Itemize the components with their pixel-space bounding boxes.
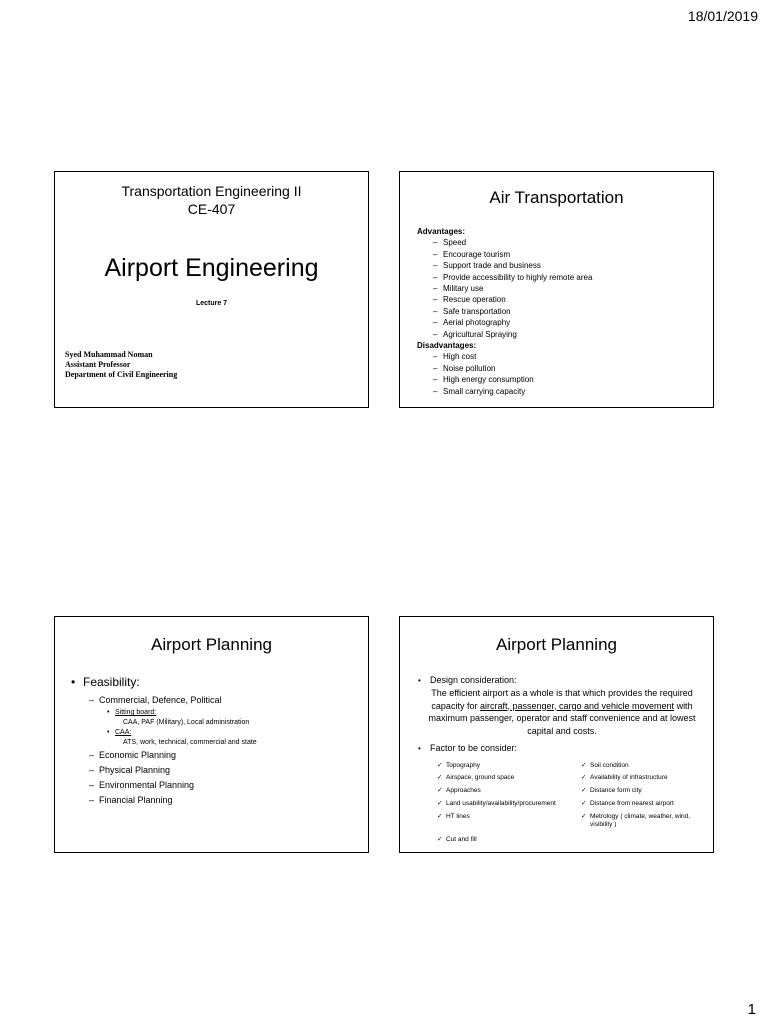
- list-item: – Support trade and business: [433, 260, 592, 271]
- course-name: Transportation Engineering II: [121, 183, 302, 199]
- slide-title: [54, 171, 369, 408]
- list-item: – Financial Planning: [89, 793, 257, 808]
- check-icon: ✓: [581, 774, 587, 781]
- check-icon: ✓: [437, 836, 443, 843]
- checklist-item: ✓ Availability of infrastructure: [581, 774, 668, 781]
- checklist-item: ✓ Distance form city: [581, 787, 642, 794]
- author-block: [65, 350, 177, 380]
- author-department: Department of Civil Engineering: [65, 370, 178, 379]
- slide-air-transportation: [399, 171, 714, 408]
- lecture-number: Lecture 7: [195, 300, 228, 307]
- list-item: – Small carrying capacity: [433, 386, 592, 397]
- check-icon: ✓: [437, 800, 443, 807]
- checklist-item: ✓ Metrology ( climate, weather, wind, visibility ): [581, 813, 691, 828]
- list-item: – Rescue operation: [433, 294, 592, 305]
- slide-airport-planning-1: [54, 616, 369, 853]
- list-item: – Commercial, Defence, Political: [89, 693, 257, 708]
- checklist-item: ✓ Soil condition: [581, 762, 629, 769]
- list-item: – Aerial photography: [433, 317, 592, 328]
- list-item: – Speed: [433, 237, 592, 248]
- slide-heading: Airport Planning: [496, 635, 617, 654]
- list-item: – Physical Planning: [89, 763, 257, 778]
- list-item: – Safe transportation: [433, 306, 592, 317]
- course-code: CE-407: [187, 201, 236, 217]
- checklist-item: ✓ HT lines: [437, 813, 470, 820]
- author-position: Assistant Professor: [65, 360, 131, 369]
- list-item: – Economic Planning: [89, 748, 257, 763]
- caa-detail: ATS, work, technical, commercial and state: [123, 739, 257, 746]
- check-icon: ✓: [437, 762, 443, 769]
- check-icon: ✓: [437, 813, 443, 820]
- slide-heading: Air Transportation: [489, 188, 624, 207]
- planning-list: [71, 675, 257, 808]
- checklist-item: ✓ Land usability/availability/procurement: [437, 800, 556, 807]
- checklist-item: ✓ Airspace, ground space: [437, 774, 515, 781]
- page-number: 1: [747, 1001, 756, 1018]
- list-item: – High energy consumption: [433, 374, 592, 385]
- factor-label: • Factor to be consider:: [418, 743, 517, 753]
- list-item: – Noise pollution: [433, 363, 592, 374]
- checklist-item: ✓ Distance from nearest airport: [581, 800, 674, 807]
- slide-heading: Airport Planning: [151, 635, 272, 654]
- check-icon: ✓: [581, 800, 587, 807]
- list-item: – Environmental Planning: [89, 778, 257, 793]
- list-item: – Encourage tourism: [433, 249, 592, 260]
- checklist-item: ✓ Approaches: [437, 787, 481, 794]
- paragraph-text: The efficient airport as a whole is that which provides the required capacity for: [431, 688, 693, 711]
- sitting-board-label: • Sitting board:: [107, 708, 257, 718]
- disadvantages-label: Disadvantages:: [417, 341, 477, 351]
- check-icon: ✓: [581, 813, 587, 820]
- check-icon: ✓: [581, 787, 587, 794]
- checklist-item: ✓ Topography: [437, 762, 480, 769]
- list-item: – Agricultural Spraying: [433, 329, 592, 340]
- advantages-label: Advantages:: [417, 227, 466, 236]
- feasibility-item: • Feasibility:: [71, 675, 257, 689]
- check-icon: ✓: [437, 774, 443, 781]
- list-item: – Provide accessibility to highly remote area: [433, 272, 592, 283]
- author-name: Syed Muhammad Noman: [65, 350, 153, 359]
- paragraph-underlined: aircraft, passenger, cargo and vehicle movement: [479, 700, 675, 711]
- list-item: – High cost: [433, 351, 592, 362]
- list-item: – Military use: [433, 283, 592, 294]
- caa-label: • CAA:: [107, 728, 257, 738]
- page-date: 18/01/2019: [687, 8, 758, 24]
- design-consideration-label: • Design consideration:: [418, 675, 517, 685]
- advantages-list: [417, 226, 592, 397]
- check-icon: ✓: [581, 762, 587, 769]
- design-paragraph: [428, 687, 696, 737]
- sitting-board-detail: CAA, PAF (Military), Local administration: [123, 719, 250, 726]
- checklist-item: ✓ Cut and fill: [437, 836, 477, 843]
- slide-airport-planning-2: [399, 616, 714, 853]
- check-icon: ✓: [437, 787, 443, 794]
- paragraph-text: with maximum passenger, operator and staff convenience and at lowest capital and costs.: [428, 700, 696, 736]
- course-heading: [55, 182, 368, 218]
- presentation-title: Airport Engineering: [104, 254, 319, 282]
